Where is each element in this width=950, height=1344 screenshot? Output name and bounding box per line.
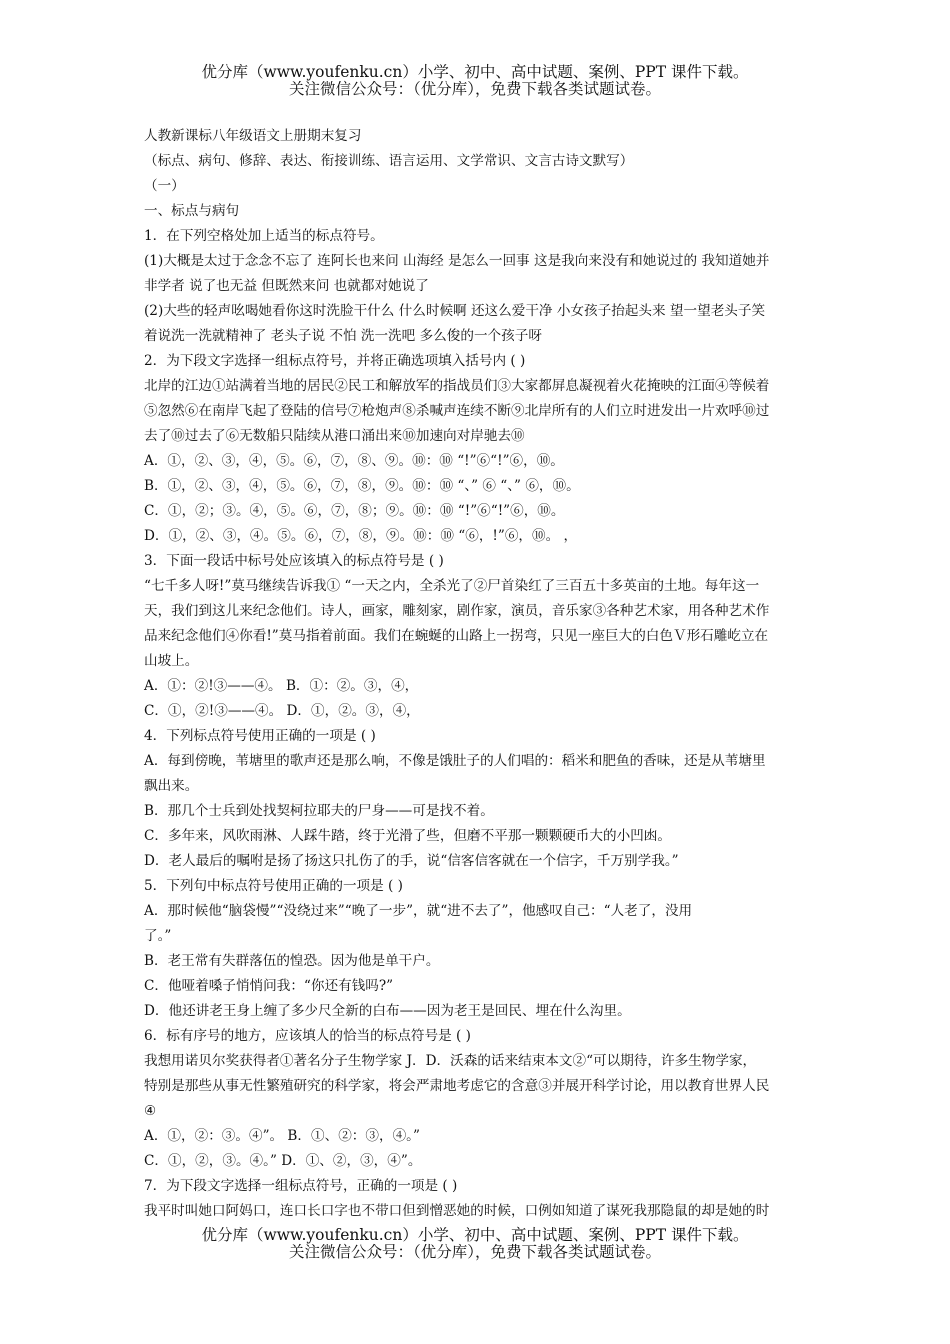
document-line: 我平时叫她口阿妈口，连口长口字也不带口但到憎恶她的时候，口例如知道了谋死我那隐鼠的却是她的时	[144, 1203, 770, 1219]
page-header	[0, 64, 950, 98]
document-line: 我想用诺贝尔奖获得者①著名分子生物学家 J．D．沃森的话来结束本文②“可以期待，许多生物学家，	[144, 1053, 757, 1069]
document-line: 6．标有序号的地方，应该填人的恰当的标点符号是 ( )	[144, 1028, 471, 1044]
document-line: 特别是那些从事无性繁殖研究的科学家，将会严肃地考虑它的含意③并展开科学讨论，用以教育世界人民	[144, 1078, 770, 1094]
page-footer	[0, 1227, 950, 1261]
document-line: 人教新课标八年级语文上册期末复习	[144, 128, 362, 144]
document-line: 北岸的江边①站满着当地的居民②民工和解放军的指战员们③大家都屏息凝视着火花掩映的江面④等候着	[144, 378, 770, 394]
document-line: A．那时候他“脑袋慢”“没绕过来”“晚了一步”，就“进不去了”，他感叹自己：“人老了，没用	[144, 903, 693, 919]
document-line: 7．为下段文字选择一组标点符号，正确的一项是 ( )	[144, 1178, 458, 1194]
document-line: C．①，②，③。④。” D．①、②，③，④”。	[144, 1153, 422, 1169]
document-line: D．①，②、③，④。⑤。⑥，⑦，⑧，⑨。⑩：⑩ “⑥，!”⑥，⑩。 ，	[144, 528, 578, 544]
document-line: 去了⑩过去了⑥无数船只陆续从港口涌出来⑩加速向对岸驰去⑩	[144, 428, 525, 444]
document-line: 着说洗一洗就精神了 老头子说 不怕 洗一洗吧 多么俊的一个孩子呀	[144, 328, 542, 344]
document-line: C．多年来，风吹雨淋、人踩牛踏，终于光滑了些，但磨不平那一颗颗硬币大的小凹凼。	[144, 828, 671, 844]
document-line: C．他哑着嗓子悄悄问我：“你还有钱吗?”	[144, 978, 394, 994]
document-line: D．老人最后的嘱咐是扬了扬这只扎伤了的手，说“信客信客就在一个信字，千万别学我。”	[144, 853, 679, 869]
document-line: B．①，②、③，④，⑤。⑥，⑦，⑧，⑨。⑩：⑩ “、” ⑥ “、” ⑥，⑩。	[144, 478, 580, 494]
document-line: ⑤忽然⑥在南岸飞起了登陆的信号⑦枪炮声⑧杀喊声连续不断⑨北岸所有的人们立时进发出一片欢呼⑩过	[144, 403, 770, 419]
document-line: 一、标点与病句	[144, 203, 240, 219]
header-line-2: 关注微信公众号：（优分库），免费下载各类试题试卷。	[288, 80, 661, 98]
header-line-1: 优分库（www.youfenku.cn）小学、初中、高中试题、案例、PPT 课件下载。	[201, 63, 749, 81]
document-line: 品来纪念他们④你看!”莫马指着前面。我们在蜿蜒的山路上一拐弯，只见一座巨大的白色Ｖ形石雕屹立在	[144, 628, 769, 644]
document-line: B．老王常有失群落伍的惶恐。因为他是单干户。	[144, 953, 440, 969]
document-line: 非学者 说了也无益 但既然来问 也就都对她说了	[144, 278, 429, 294]
footer-line-1: 优分库（www.youfenku.cn）小学、初中、高中试题、案例、PPT 课件下载。	[201, 1226, 749, 1244]
document-line: D．他还讲老王身上缠了多少尺全新的白布——因为老王是回民、埋在什么沟里。	[144, 1003, 631, 1019]
document-line: 天，我们到这儿来纪念他们。诗人，画家，雕刻家，剧作家，演员，音乐家③各种艺术家，用各种艺术作	[144, 603, 770, 619]
document-body	[144, 124, 808, 1224]
document-line: 4．下列标点符号使用正确的一项是 ( )	[144, 728, 376, 744]
document-line: (1)大概是太过于念念不忘了 连阿长也来问 山海经 是怎么一回事 这是我向来没有和她说过的 我知道她并	[144, 253, 770, 269]
document-line: A．每到傍晚，苇塘里的歌声还是那么响，不像是饿肚子的人们唱的：稻米和肥鱼的香味，还是从苇塘里	[144, 753, 766, 769]
document-line: C．①，②；③。④，⑤。⑥，⑦，⑧；⑨。⑩：⑩ “!”⑥“!”⑥，⑩。	[144, 503, 565, 519]
document-line: 了。”	[144, 928, 172, 944]
document-line: (2)大些的轻声吆喝她看你这时洗脸干什么 什么时候啊 还这么爱干净 小女孩子抬起头来 望一望老头子笑	[144, 303, 766, 319]
document-line: （一）	[144, 178, 185, 194]
document-line: 飘出来。	[144, 778, 199, 794]
document-line: A．①，②、③，④，⑤。⑥，⑦，⑧、⑨。⑩：⑩ “!”⑥“!”⑥，⑩。	[144, 453, 564, 469]
document-line: （标点、病句、修辞、表达、衔接训练、语言运用、文学常识、文言古诗文默写）	[144, 153, 634, 169]
document-line: 3．下面一段话中标号处应该填入的标点符号是 ( )	[144, 553, 444, 569]
document-line: A．①：②!③——④。 B．①：②。③，④，	[144, 678, 419, 694]
document-line: “七千多人呀!”莫马继续告诉我① “一天之内，全杀光了②尸首染红了三百五十多英亩的土地。每年这一	[144, 578, 760, 594]
document-line: 1．在下列空格处加上适当的标点符号。	[144, 228, 384, 244]
document-line: 2．为下段文字选择一组标点符号，并将正确选项填入括号内 ( )	[144, 353, 526, 369]
document-line: C．①，②!③——④。 D．①，②。③，④，	[144, 703, 420, 719]
footer-line-2: 关注微信公众号：（优分库），免费下载各类试题试卷。	[288, 1243, 661, 1261]
document-line: A．①，②：③。④”。 B．①、②：③，④。”	[144, 1128, 420, 1144]
document-line: ④	[144, 1103, 157, 1119]
document-line: B．那几个士兵到处找契柯拉耶夫的尸身——可是找不着。	[144, 803, 494, 819]
document-line: 山坡上。	[144, 653, 199, 669]
document-line: 5．下列句中标点符号使用正确的一项是 ( )	[144, 878, 403, 894]
